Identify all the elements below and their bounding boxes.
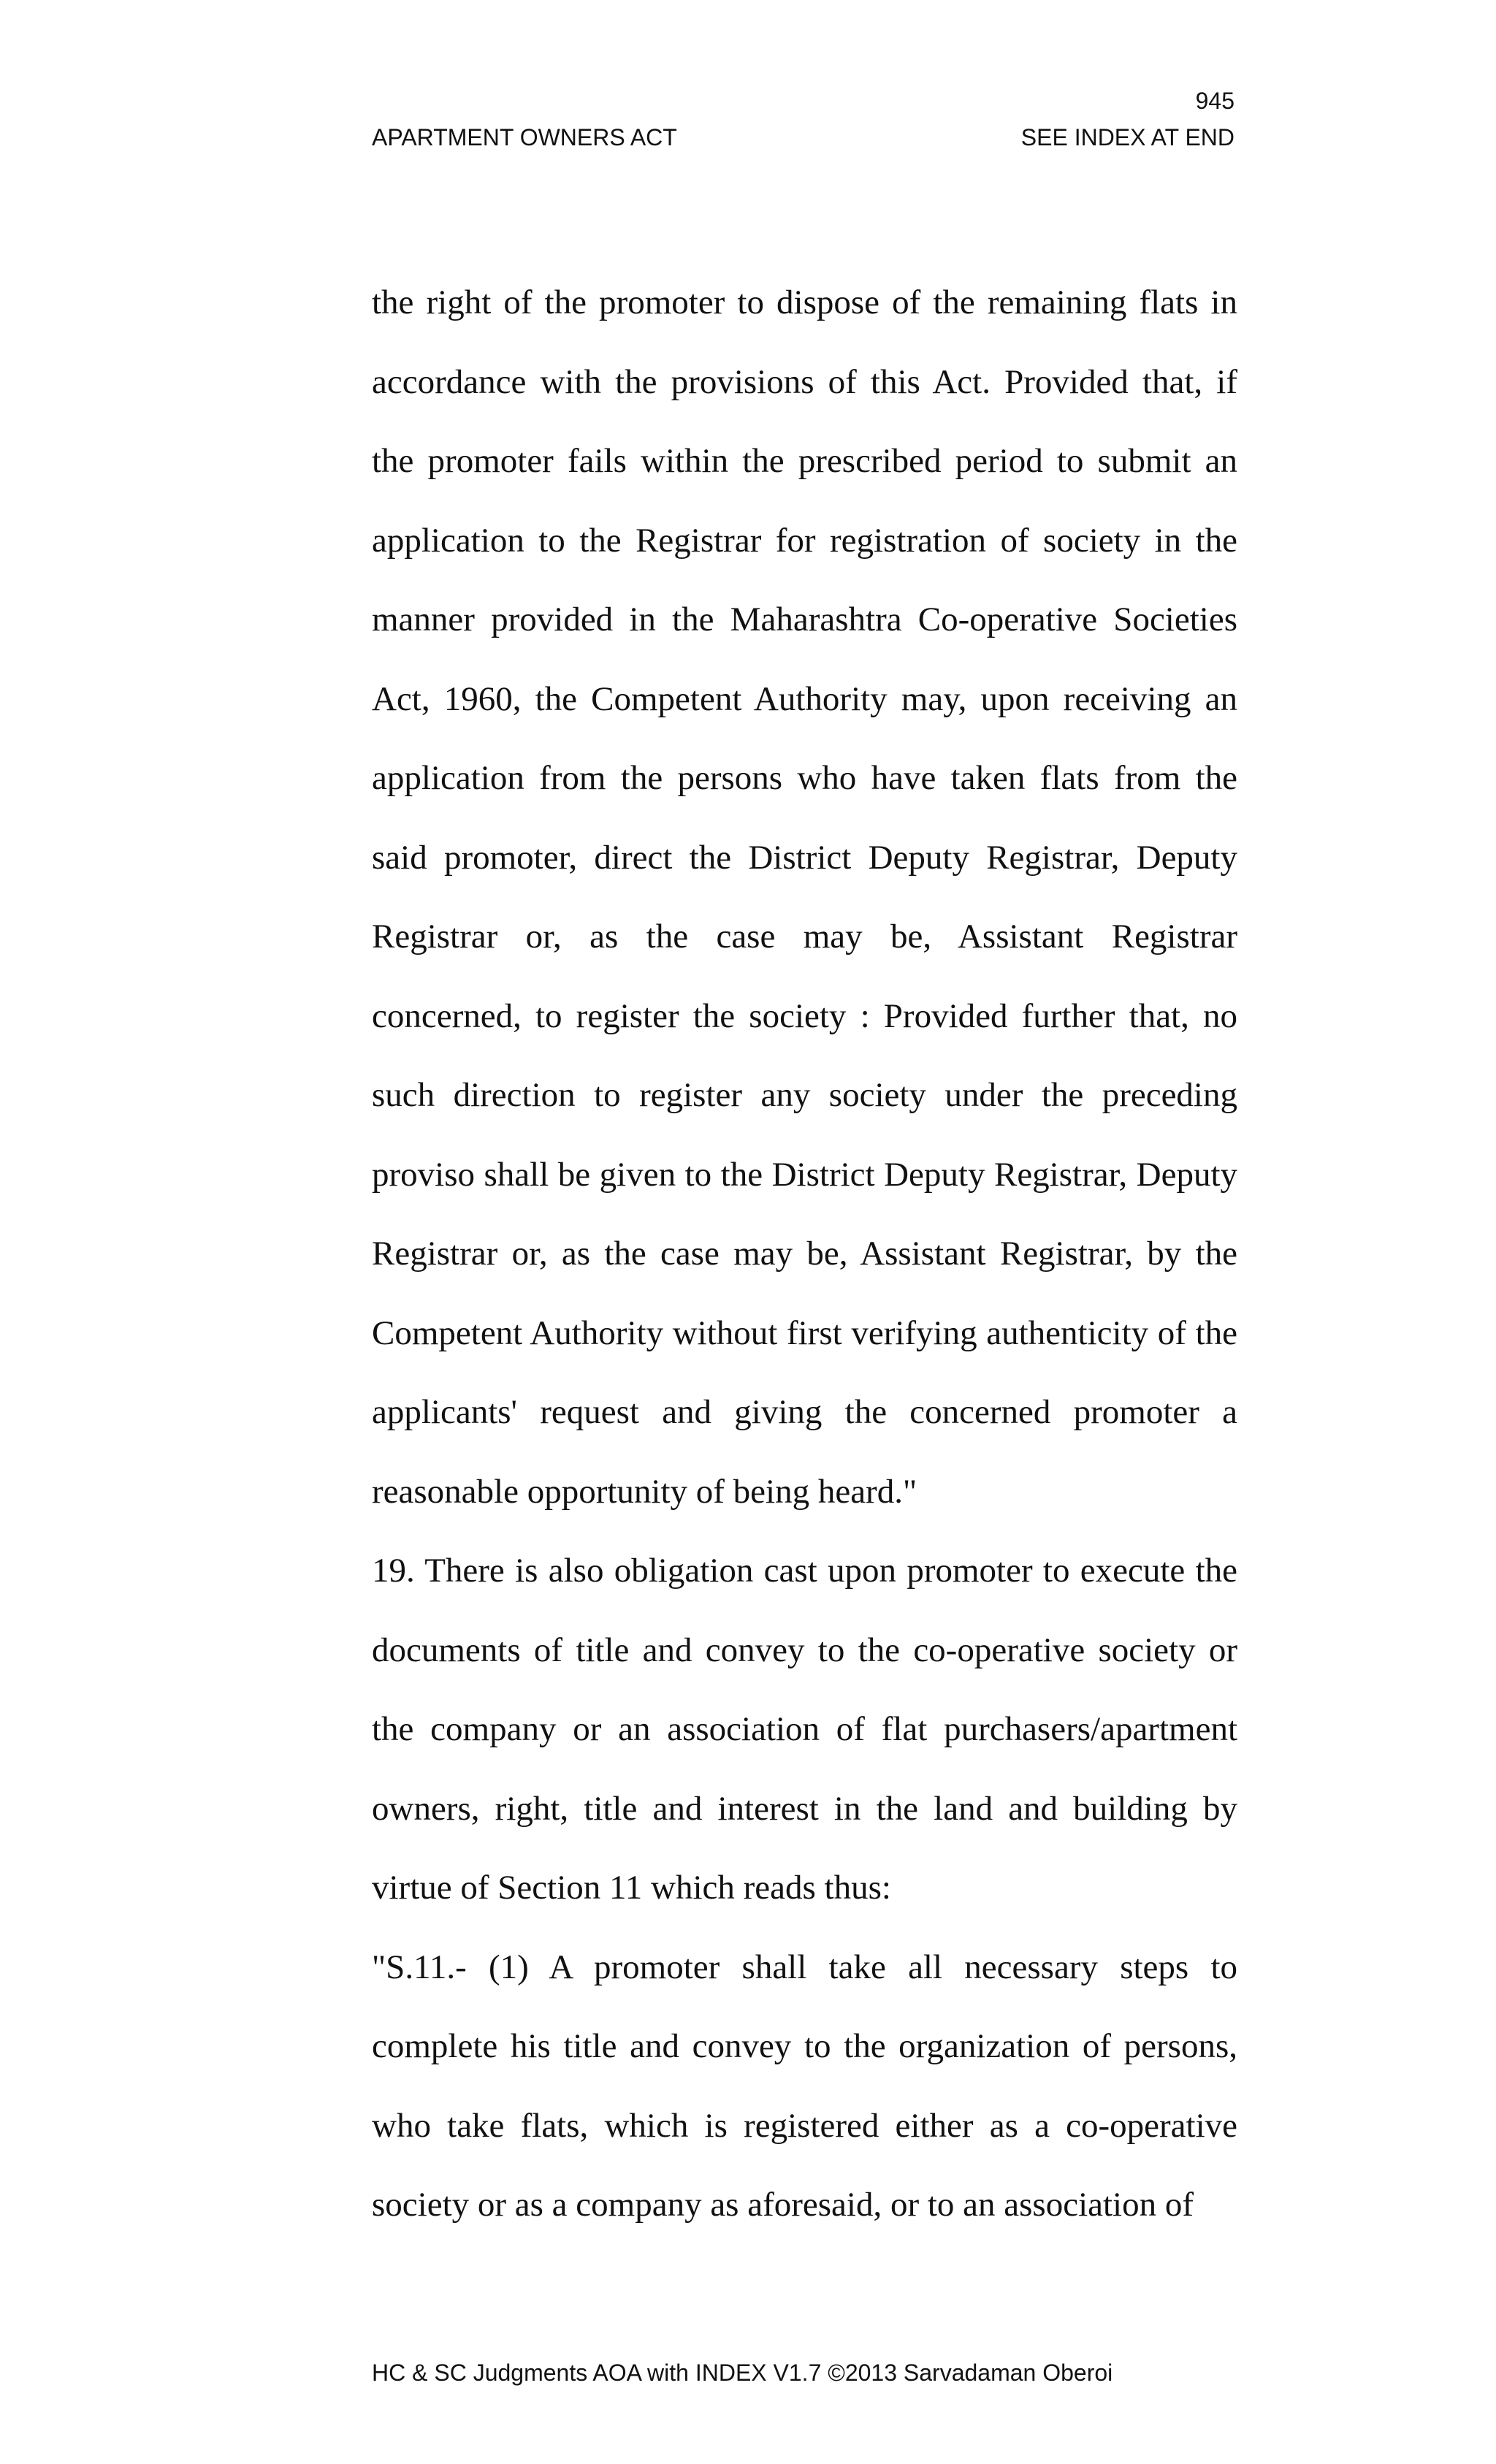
document-body: [372, 263, 1237, 2245]
page-number: 945: [1195, 88, 1234, 114]
paragraph-19: 19. There is also obligation cast upon promoter to execute the documents of title and convey to the co-operative society or the company or an association of flat purchasers/apartment owners, right, title and interest in the land and building by virtue of Section 11 which reads thus:: [372, 1552, 1237, 1907]
header-title: APARTMENT OWNERS ACT: [372, 124, 677, 150]
header-index-note: SEE INDEX AT END: [1020, 124, 1234, 150]
paragraph-continuation: the right of the promoter to dispose of the remaining flats in accordance with the provisions of this Act. Provided that, if the promoter fails within the prescribed period to submit an application to the Registrar for registration of society in the manner provided in the Maharashtra Co-operative Societies Act, 1960, the Competent Authority may, upon receiving an application from the persons who have taken flats from the said promoter, direct the District Deputy Registrar, Deputy Registrar or, as the case may be, Assistant Registrar concerned, to register the society : Provided further that, no such direction to register any society under the preceding proviso shall be given to the District Deputy Registrar, Deputy Registrar or, as the case may be, Assistant Registrar, by the Competent Authority without first verifying authenticity of the applicants' request and giving the concerned promoter a reasonable opportunity of being heard.": [372, 283, 1237, 1511]
footer-copyright: HC & SC Judgments AOA with INDEX V1.7 ©2013 Sarvadaman Oberoi: [372, 2360, 1113, 2386]
paragraph-section-11-quote: "S.11.- (1) A promoter shall take all necessary steps to complete his title and convey to the organization of persons, who take flats, which is registered either as a co-operative society or as a company as aforesaid, or to an association of: [372, 1948, 1237, 2224]
